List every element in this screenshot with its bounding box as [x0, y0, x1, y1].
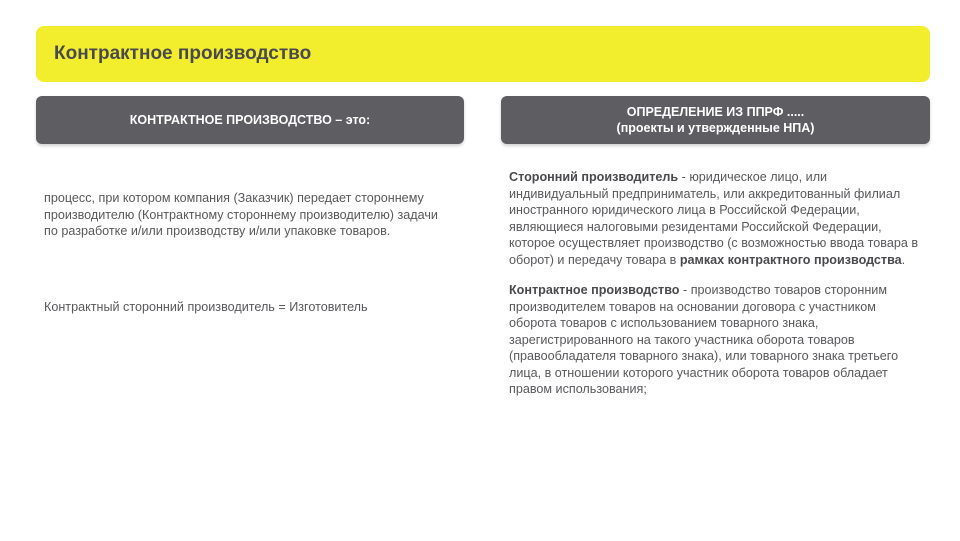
slide-title: Контрактное производство: [54, 43, 312, 64]
definition-contract-manufacturing: [509, 282, 921, 398]
definition-text: - производство товаров сторонним производителем товаров на основании договора с участником оборота товаров с использованием товарного знака, зарегистрированного на такого участника оборота товаров (правообладателя товарного знака), или товарного знака третьего лица, в отношении которого участник оборота товаров обладает правом использования;: [509, 283, 899, 396]
left-paragraph: процесс, при котором компания (Заказчик) передает стороннему производителю (Контрактному стороннему производителю) задачи по разработке и/или производству и/или упаковке товаров.: [44, 191, 438, 238]
left-header-box: [36, 96, 464, 144]
definition-third-party-producer: [509, 169, 921, 268]
slide-title-bar: [36, 26, 930, 82]
left-header-label: КОНТРАКТНОЕ ПРОИЗВОДСТВО – это:: [129, 113, 371, 127]
definition-emphasis: рамках контрактного производства: [679, 252, 902, 267]
definition-term: Сторонний производитель: [509, 170, 679, 184]
definition-tail: .: [901, 252, 906, 267]
definition-term: Контрактное производство: [509, 283, 680, 297]
definition-text: - юридическое лицо, или индивидуальный предприниматель, или аккредитованный филиал иностранного юридического лица в Российской Федерации, являющиеся налоговыми резидентами Российской Федерации, которое осуществляет производство (с возможностью ввода товара в оборот) и передачу товара в: [509, 170, 919, 267]
right-header-line1: ОПРЕДЕЛЕНИЕ ИЗ ППРФ .....: [626, 105, 805, 119]
right-definitions: [509, 169, 921, 412]
right-header-line2: (проекты и утвержденные НПА): [616, 121, 815, 135]
left-note: Контрактный сторонний производитель = Изготовитель: [44, 300, 368, 314]
right-header-box: [501, 96, 930, 144]
left-definition: [44, 190, 449, 240]
